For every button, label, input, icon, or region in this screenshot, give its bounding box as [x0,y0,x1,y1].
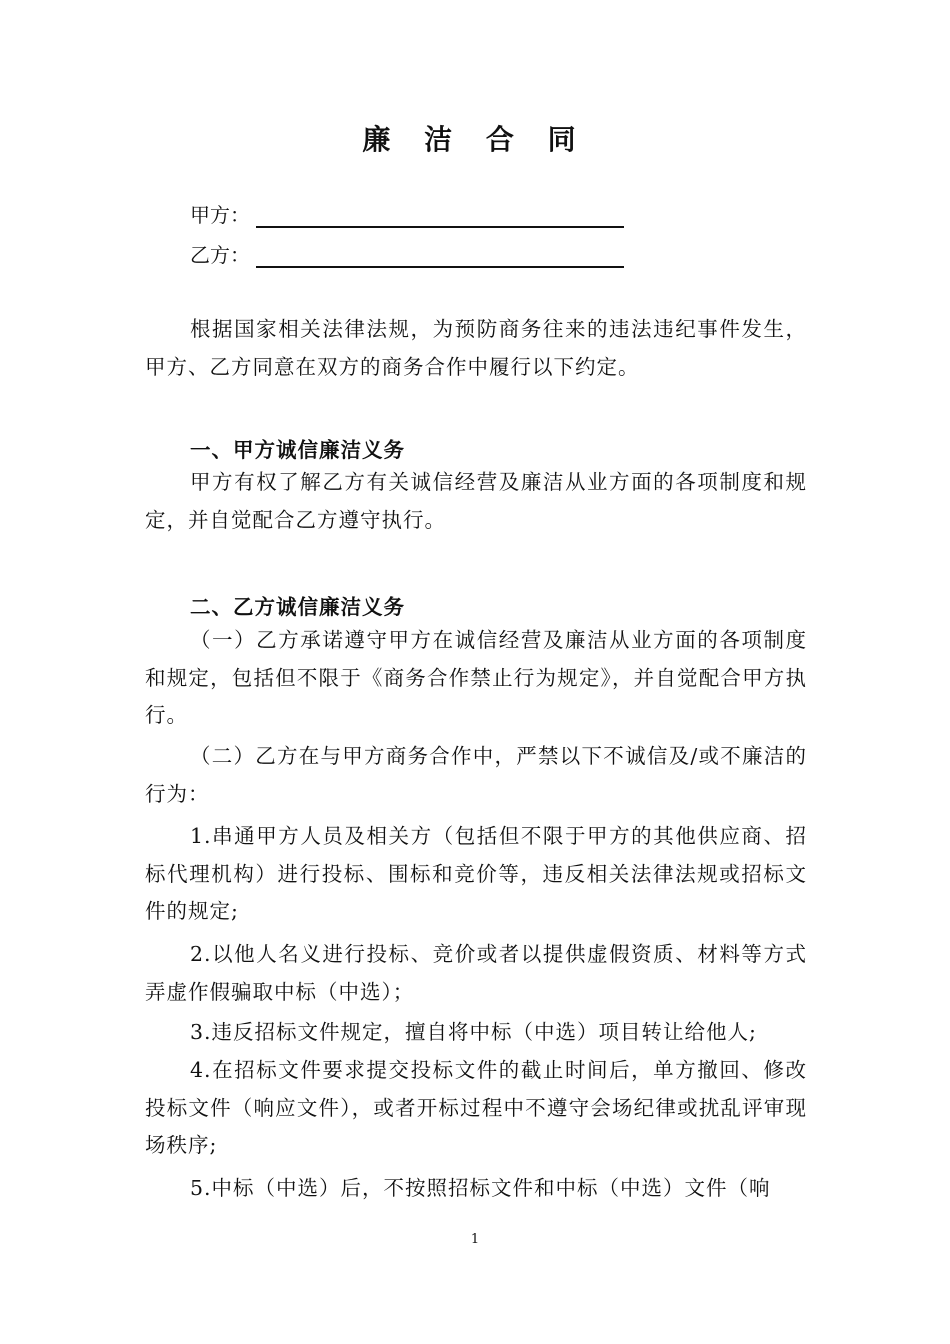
list-item-4: 4.在招标文件要求提交投标文件的截止时间后，单方撤回、修改投标文件（响应文件），或者开标过程中不遵守会场纪律或扰乱评审现场秩序; [145,1058,807,1158]
page-number: 1 [470,1232,480,1247]
intro-paragraph: 根据国家相关法律法规，为预防商务往来的违法违纪事件发生，甲方、乙方同意在双方的商务合作中履行以下约定。 [145,317,807,379]
party-b-row [190,238,624,268]
list-item-1: 1.串通甲方人员及相关方（包括但不限于甲方的其他供应商、招标代理机构）进行投标、围标和竞价等，违反相关法律法规或招标文件的规定; [145,824,807,924]
party-a-row [190,198,624,228]
party-a-blank-line [256,202,624,228]
list-item-3: 3.违反招标文件规定，擅自将中标（中选）项目转让给他人; [190,1020,757,1044]
section1-heading: 一、甲方诚信廉洁义务 [190,438,405,462]
section2-paragraph-2: （二）乙方在与甲方商务合作中，严禁以下不诚信及/或不廉洁的行为： [145,744,807,806]
document-title: 廉 洁 合 同 [362,123,588,156]
section2-heading: 二、乙方诚信廉洁义务 [190,595,405,619]
section2-paragraph-1: （一）乙方承诺遵守甲方在诚信经营及廉洁从业方面的各项制度和规定，包括但不限于《商务合作禁止行为规定》，并自觉配合甲方执行。 [145,628,807,728]
party-b-label: 乙方： [190,243,250,267]
list-item-5: 5.中标（中选）后，不按照招标文件和中标（中选）文件（响 [190,1176,771,1200]
party-a-label: 甲方： [190,203,250,227]
party-b-blank-line [256,242,624,268]
section1-paragraph: 甲方有权了解乙方有关诚信经营及廉洁从业方面的各项制度和规定，并自觉配合乙方遵守执行。 [145,470,807,532]
list-item-2: 2.以他人名义进行投标、竞价或者以提供虚假资质、材料等方式弄虚作假骗取中标（中选）； [145,942,807,1004]
